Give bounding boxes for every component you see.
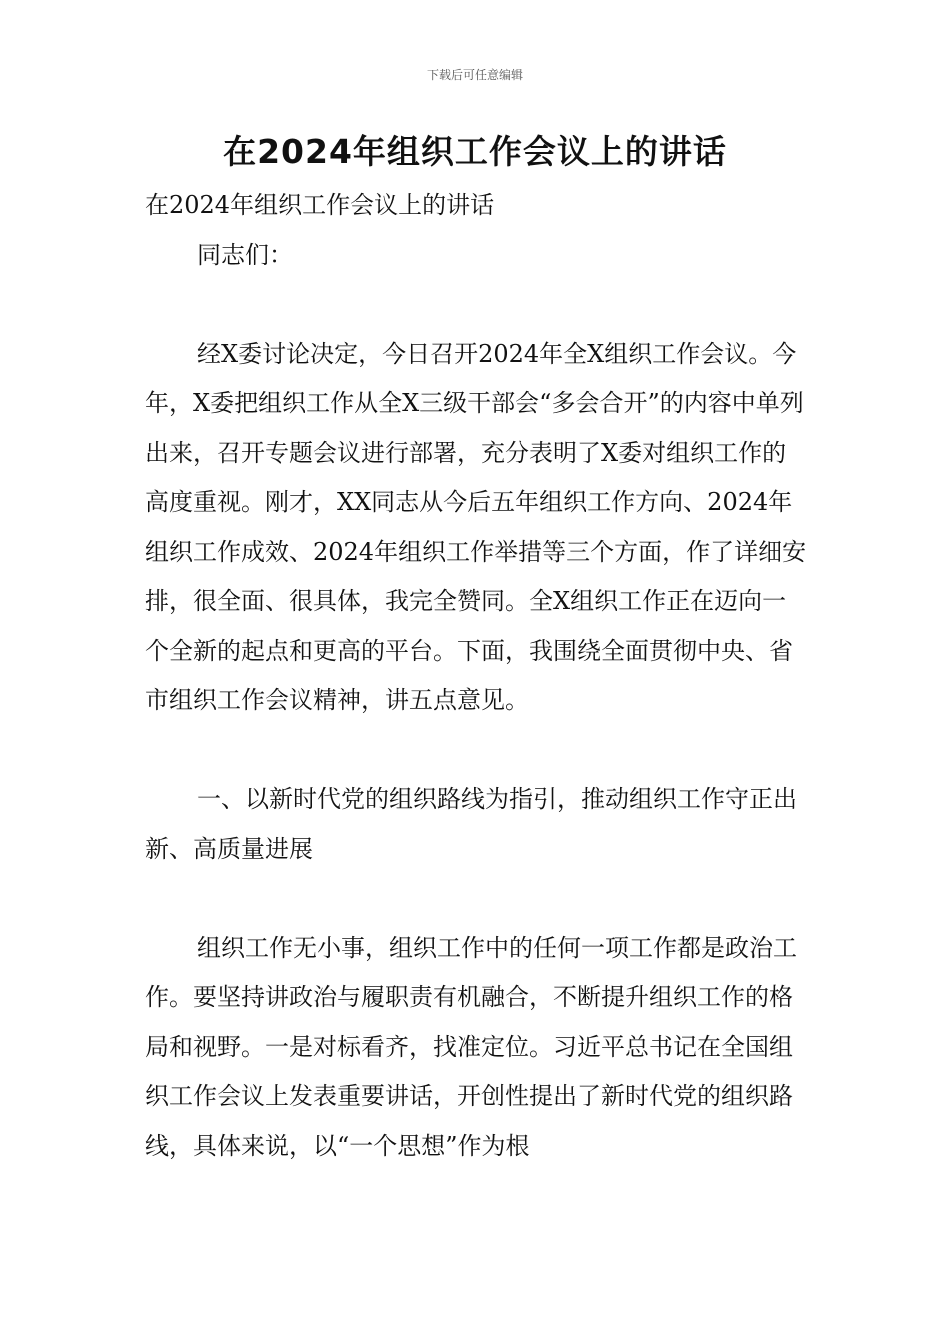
document-body [145,181,810,1171]
paragraph-spacer [145,726,810,776]
section-heading-1: 一、以新时代党的组织路线为指引，推动组织工作守正出新、高质量进展 [145,785,797,863]
document-title: 在2024年组织工作会议上的讲话 [223,132,727,171]
salutation: 同志们： [197,240,293,269]
subtitle-line: 在2024年组织工作会议上的讲话 [145,191,495,219]
paragraph-section-1: 组织工作无小事，组织工作中的任何一项工作都是政治工作。要坚持讲政治与履职责有机融合，不断提升组织工作的格局和视野。一是对标看齐，找准定位。习近平总书记在全国组织工作会议上发表重要讲话，开创性提出了新时代党的组织路线，具体来说，以“一个思想”作为根 [145,933,797,1160]
paragraph-spacer [145,280,810,330]
paragraph-intro: 经X委讨论决定，今日召开2024年全X组织工作会议。今年，X委把组织工作从全X三级干部会“多会合开”的内容中单列出来，召开专题会议进行部署，充分表明了X委对组织工作的高度重视。刚才，XX同志从今后五年组织工作方向、2024年组织工作成效、2024年组织工作举措等三个方面，作了详细安排，很全面、很具体，我完全赞同。全X组织工作正在迈向一个全新的起点和更高的平台。下面，我围绕全面贯彻中央、省市组织工作会议精神，讲五点意见。 [145,339,807,714]
header-note: 下载后可任意编辑 [426,68,523,82]
paragraph-spacer [145,874,810,924]
